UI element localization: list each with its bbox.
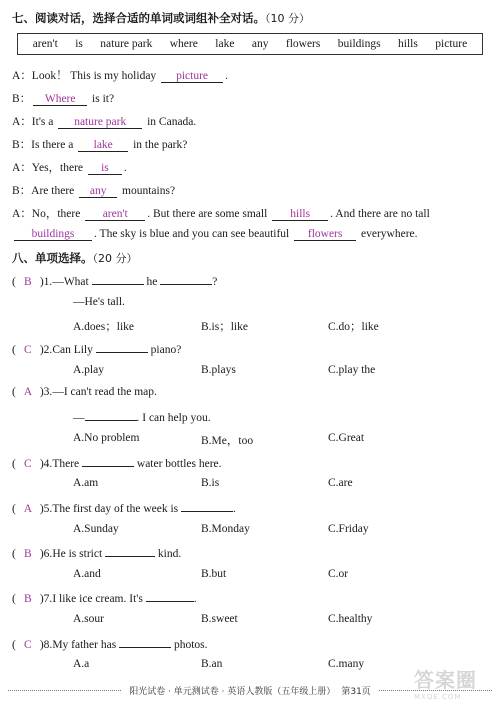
- question-2: [12, 341, 181, 356]
- paren-open: (: [12, 548, 16, 560]
- question-stem: water bottles here.: [136, 458, 222, 470]
- question-blank[interactable]: [146, 590, 194, 602]
- watermark-url: MXQE.COM: [414, 693, 462, 701]
- question-6: [12, 545, 181, 560]
- question-blank[interactable]: [160, 273, 212, 285]
- question-stem: Can Lily: [52, 344, 93, 356]
- word-bank-item: any: [251, 38, 269, 50]
- watermark-logo: [414, 664, 494, 701]
- question-number: )6.: [39, 548, 53, 560]
- dialogue-text: B：Are there: [12, 185, 75, 197]
- question-8: [12, 636, 207, 651]
- word-bank-item: flowers: [285, 38, 321, 50]
- section8-title: [12, 250, 138, 266]
- answer-blank[interactable]: flowers: [294, 228, 356, 241]
- dialogue-text: A：It's a: [12, 116, 54, 128]
- option-b[interactable]: B.plays: [201, 364, 236, 376]
- answer-blank[interactable]: hills: [272, 208, 328, 221]
- option-a[interactable]: A.a: [73, 658, 90, 670]
- question-1-line2: —He's tall.: [73, 296, 125, 308]
- question-stem: he: [146, 276, 158, 288]
- question-stem: There: [52, 458, 80, 470]
- question-stem: kind.: [157, 548, 182, 560]
- dialogue-text: B：: [12, 93, 32, 105]
- word-bank-item: nature park: [100, 38, 153, 50]
- option-b[interactable]: B.is: [201, 477, 220, 489]
- paren-open: (: [12, 503, 16, 515]
- dialogue-line-5: [12, 159, 127, 175]
- question-stem: The first day of the week is: [52, 503, 179, 515]
- question-7: [12, 590, 197, 605]
- watermark-text: 答案圈: [414, 668, 477, 692]
- section7-title-text: 七、阅读对话，选择合适的单词或词组补全对话。: [12, 11, 265, 25]
- page-number: 第31页: [341, 686, 371, 697]
- word-bank-item: aren't: [32, 38, 58, 50]
- option-a[interactable]: A.No problem: [73, 432, 140, 444]
- word-bank-item: buildings: [337, 38, 381, 50]
- question-number: )2.: [39, 344, 53, 356]
- section8-score: （20 分）: [92, 252, 138, 265]
- option-b[interactable]: B.Me，too: [201, 435, 254, 447]
- dialogue-line-8: [12, 228, 418, 241]
- dialogue-text: in the park?: [133, 139, 188, 151]
- footer-text: 阳光试卷 · 单元测试卷 · 英语人教版（五年级上册）: [129, 686, 336, 697]
- answer-blank[interactable]: any: [79, 185, 117, 198]
- question-blank[interactable]: [92, 273, 144, 285]
- dialogue-text: in Canada.: [147, 116, 197, 128]
- option-c[interactable]: C.play the: [328, 364, 376, 376]
- question-stem: .: [233, 503, 236, 515]
- answer-choice[interactable]: C: [24, 639, 32, 651]
- word-bank-item: where: [169, 38, 198, 50]
- option-c[interactable]: C.many: [328, 658, 365, 670]
- question-number: )1.: [39, 276, 53, 288]
- question-5: [12, 500, 236, 515]
- paren-open: (: [12, 639, 16, 651]
- option-c[interactable]: C.Great: [328, 432, 365, 444]
- footer-divider: [8, 690, 121, 691]
- paren-open: (: [12, 458, 16, 470]
- question-stem: piano?: [150, 344, 182, 356]
- dialogue-line-3: [12, 113, 196, 129]
- answer-choice[interactable]: C: [24, 344, 32, 356]
- answer-blank[interactable]: picture: [161, 70, 223, 83]
- paren-open: (: [12, 276, 16, 288]
- answer-choice[interactable]: C: [24, 458, 32, 470]
- question-blank[interactable]: [82, 455, 134, 467]
- answer-choice[interactable]: B: [24, 548, 32, 560]
- answer-blank[interactable]: nature park: [58, 116, 142, 129]
- dialogue-text: A：No，there: [12, 208, 81, 220]
- option-c[interactable]: C.or: [328, 568, 349, 580]
- dialogue-text: mountains?: [122, 185, 176, 197]
- option-b[interactable]: B.Monday: [201, 523, 250, 535]
- answer-choice[interactable]: B: [24, 276, 32, 288]
- question-4: [12, 455, 222, 470]
- dialogue-text: . The sky is blue and you can see beautiful: [94, 228, 290, 240]
- option-a[interactable]: A.Sunday: [73, 523, 119, 535]
- answer-blank[interactable]: Where: [33, 93, 87, 106]
- question-stem: He is strict: [52, 548, 103, 560]
- dialogue-text: .: [225, 70, 228, 82]
- option-a[interactable]: A.sour: [73, 613, 104, 625]
- dialogue-text: everywhere.: [361, 228, 418, 240]
- question-blank[interactable]: [119, 636, 171, 648]
- question-stem: My father has: [52, 639, 117, 651]
- answer-blank[interactable]: buildings: [14, 228, 92, 241]
- dialogue-line-7: [12, 205, 430, 221]
- dialogue-text: .: [123, 162, 127, 174]
- dialogue-line-4: [12, 136, 187, 152]
- question-stem: . I can help you.: [136, 412, 211, 424]
- question-blank[interactable]: [96, 341, 148, 353]
- question-1: [12, 273, 217, 288]
- question-stem: —: [73, 412, 85, 424]
- question-3-line2: [73, 409, 211, 424]
- option-c[interactable]: C.are: [328, 477, 353, 489]
- option-a[interactable]: A.and: [73, 568, 101, 580]
- question-stem: photos.: [173, 639, 208, 651]
- word-bank-item: is: [75, 38, 83, 50]
- answer-choice[interactable]: A: [23, 503, 32, 515]
- option-a[interactable]: A.does；like: [73, 321, 135, 333]
- option-b[interactable]: B.sweet: [201, 613, 238, 625]
- option-c[interactable]: C.Friday: [328, 523, 369, 535]
- dialogue-text: is it?: [92, 93, 115, 105]
- answer-choice[interactable]: B: [24, 593, 32, 605]
- question-number: )8.: [39, 639, 53, 651]
- option-c[interactable]: C.do；like: [328, 321, 379, 333]
- dialogue-line-6: [12, 182, 175, 198]
- question-number: )3.: [39, 386, 53, 398]
- dialogue-text: . But there are some small: [147, 208, 268, 220]
- question-blank[interactable]: [181, 500, 233, 512]
- question-stem: .: [193, 593, 197, 605]
- paren-open: (: [12, 593, 16, 605]
- question-number: )4.: [39, 458, 53, 470]
- option-b[interactable]: B.is；like: [201, 321, 248, 333]
- question-blank[interactable]: [105, 545, 155, 557]
- question-stem: ?: [212, 276, 218, 288]
- section7-title: [12, 10, 310, 26]
- question-stem: —I can't read the map.: [52, 386, 157, 398]
- section8-title-text: 八、单项选择。: [12, 251, 93, 265]
- answer-blank[interactable]: aren't: [85, 208, 145, 221]
- word-bank-item: hills: [398, 38, 418, 50]
- word-bank: [17, 33, 483, 55]
- answer-choice[interactable]: A: [23, 386, 32, 398]
- question-stem: I like ice cream. It's: [52, 593, 143, 605]
- dialogue-text: A：Yes，there: [12, 162, 84, 174]
- word-bank-item: lake: [215, 38, 235, 50]
- option-b[interactable]: B.an: [201, 658, 223, 670]
- dialogue-text: A：Look！ This is my holiday: [12, 70, 157, 82]
- question-number: )5.: [39, 503, 53, 515]
- option-b[interactable]: B.but: [201, 568, 227, 580]
- dialogue-text: B：Is there a: [12, 139, 74, 151]
- question-stem: —What: [52, 276, 89, 288]
- answer-blank[interactable]: is: [88, 162, 122, 175]
- dialogue-line-2: [12, 90, 114, 106]
- option-a[interactable]: A.play: [73, 364, 104, 376]
- question-number: )7.: [39, 593, 53, 605]
- dialogue-text: . And there are no tall: [330, 208, 430, 220]
- option-c[interactable]: C.healthy: [328, 613, 373, 625]
- section7-score: （10 分）: [265, 12, 310, 25]
- question-blank[interactable]: [85, 409, 137, 421]
- question-3: [12, 386, 157, 398]
- dialogue-line-1: [12, 67, 228, 83]
- paren-open: (: [12, 344, 16, 356]
- answer-blank[interactable]: lake: [78, 139, 128, 152]
- word-bank-item: picture: [435, 38, 468, 50]
- paren-open: (: [12, 386, 16, 398]
- option-a[interactable]: A.am: [73, 477, 99, 489]
